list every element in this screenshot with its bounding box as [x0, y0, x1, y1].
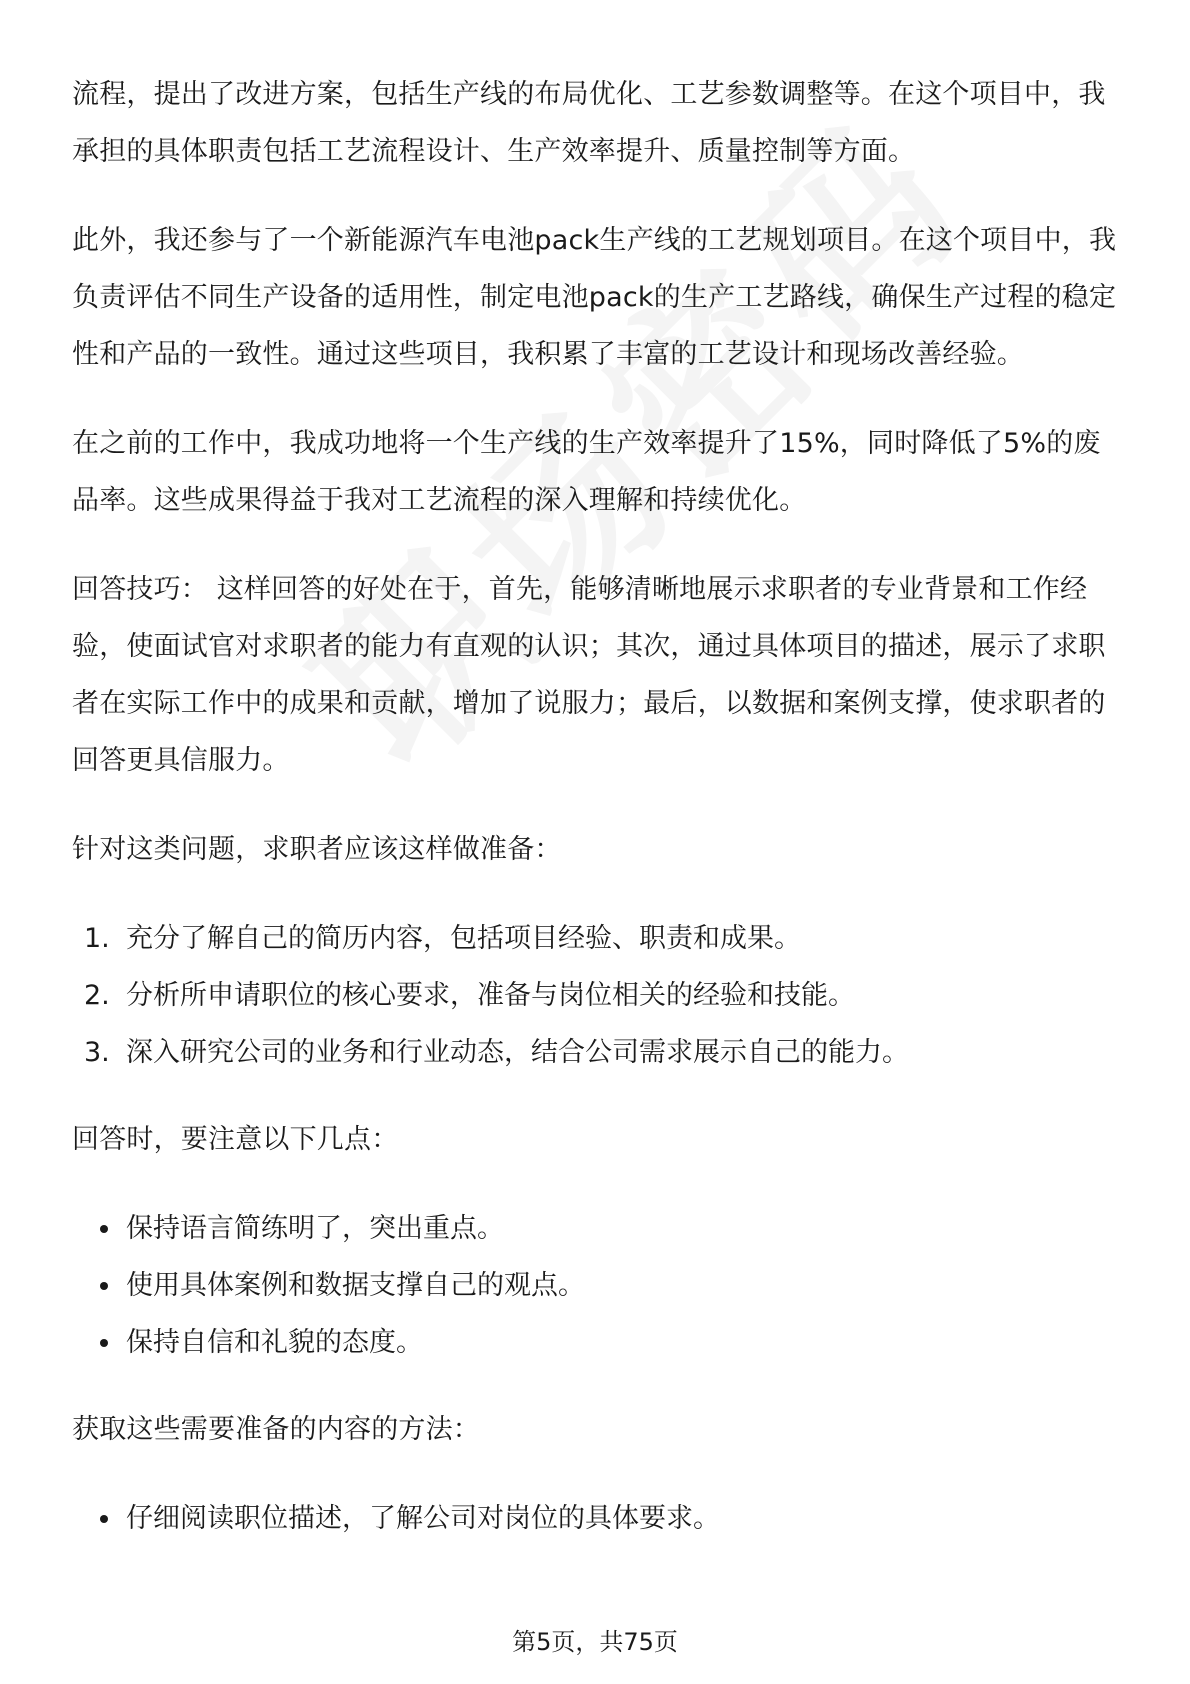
- list-item: [72, 1490, 1122, 1547]
- paragraph-preparation-intro: 针对这类问题，求职者应该这样做准备：: [72, 834, 562, 865]
- paragraph-process-improvement: 流程，提出了改进方案，包括生产线的布局优化、工艺参数调整等。在这个项目中，我承担的具体职责包括工艺流程设计、生产效率提升、质量控制等方面。: [72, 79, 1106, 167]
- list-item-text: 保持自信和礼貌的态度。: [126, 1327, 423, 1358]
- bullet-icon: [100, 1515, 108, 1523]
- answer-points-list: [72, 1200, 1122, 1371]
- paragraph-battery-pack-project: 此外，我还参与了一个新能源汽车电池pack生产线的工艺规划项目。在这个项目中，我负责评估不同生产设备的适用性，制定电池pack的生产工艺路线，确保生产过程的稳定性和产品的一致性。通过这些项目，我积累了丰富的工艺设计和现场改善经验。: [72, 225, 1117, 370]
- paragraph-method-intro: 获取这些需要准备的内容的方法：: [72, 1414, 480, 1445]
- list-item: [72, 967, 1122, 1024]
- list-item-text: 充分了解自己的简历内容，包括项目经验、职责和成果。: [126, 923, 801, 954]
- list-item-text: 保持语言简练明了，突出重点。: [126, 1213, 504, 1244]
- list-item: [72, 1257, 1122, 1314]
- page-number: 第5页，共75页: [512, 1628, 678, 1656]
- list-item: [72, 1200, 1122, 1257]
- list-number: 1.: [84, 923, 110, 954]
- paragraph-answer-tips: 回答技巧： 这样回答的好处在于，首先，能够清晰地展示求职者的专业背景和工作经验，使面试官对求职者的能力有直观的认识；其次，通过具体项目的描述，展示了求职者在实际工作中的成果和贡献，增加了说服力；最后，以数据和案例支撑，使求职者的回答更具信服力。: [72, 574, 1106, 776]
- document-body: [72, 66, 1122, 1577]
- paragraph-achievements: 在之前的工作中，我成功地将一个生产线的生产效率提升了15%，同时降低了5%的废品率。这些成果得益于我对工艺流程的深入理解和持续优化。: [72, 428, 1101, 516]
- bullet-icon: [100, 1282, 108, 1290]
- bullet-icon: [100, 1339, 108, 1347]
- list-item: [72, 910, 1122, 967]
- preparation-list: [72, 910, 1122, 1081]
- list-item-text: 使用具体案例和数据支撑自己的观点。: [126, 1270, 585, 1301]
- list-item-text: 分析所申请职位的核心要求，准备与岗位相关的经验和技能。: [126, 980, 855, 1011]
- paragraph-answer-intro: 回答时，要注意以下几点：: [72, 1124, 399, 1155]
- list-item-text: 仔细阅读职位描述，了解公司对岗位的具体要求。: [126, 1503, 720, 1534]
- list-item: [72, 1314, 1122, 1371]
- list-number: 3.: [84, 1037, 110, 1068]
- list-item-text: 深入研究公司的业务和行业动态，结合公司需求展示自己的能力。: [126, 1037, 909, 1068]
- bullet-icon: [100, 1225, 108, 1233]
- method-points-list: [72, 1490, 1122, 1547]
- list-item: [72, 1024, 1122, 1081]
- list-number: 2.: [84, 980, 110, 1011]
